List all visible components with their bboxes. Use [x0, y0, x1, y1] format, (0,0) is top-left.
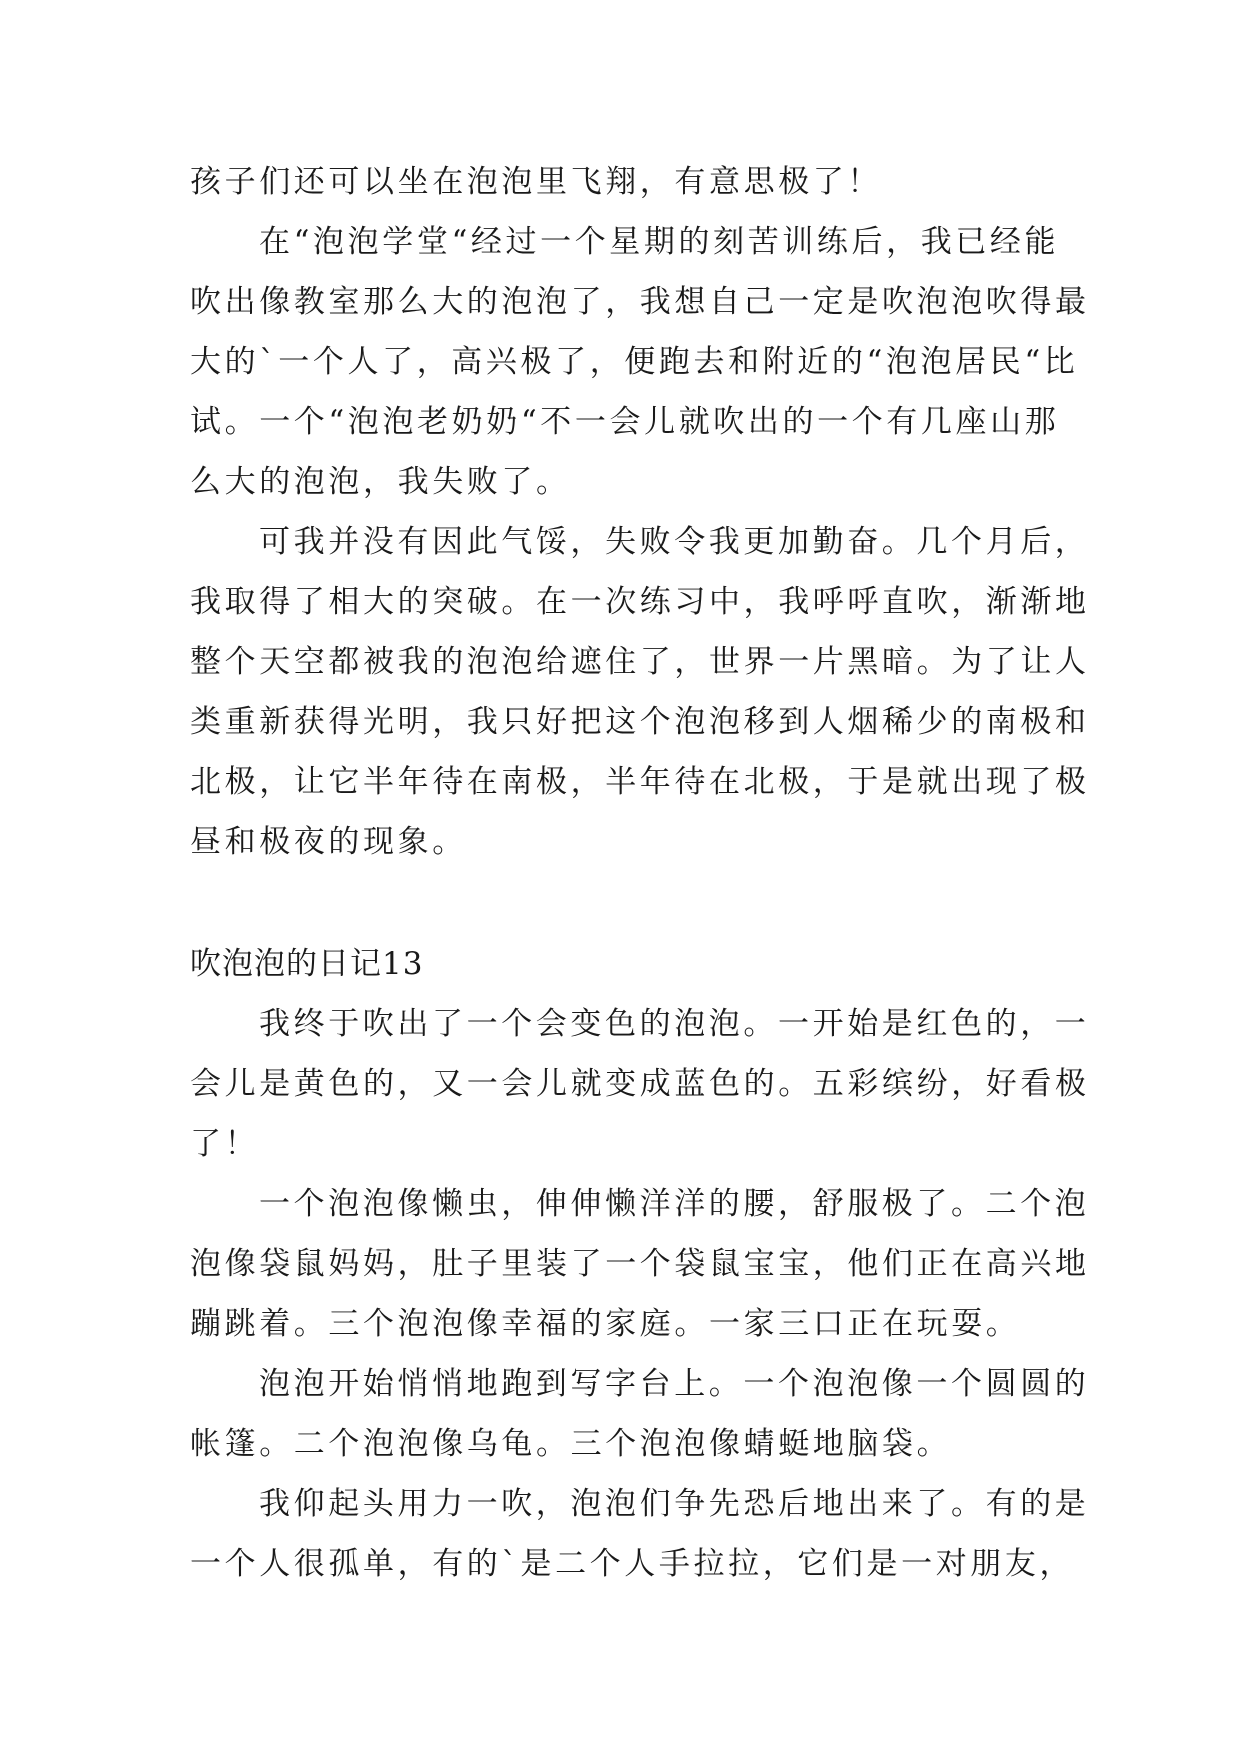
- paragraph: [190, 1354, 1090, 1474]
- text-line: 会儿是黄色的，又一会儿就变成蓝色的。五彩缤纷，好看极: [190, 1066, 1090, 1102]
- text-line: 一个泡泡像懒虫，伸伸懒洋洋的腰，舒服极了。二个泡: [259, 1186, 1090, 1222]
- text-line: 我取得了相大的突破。在一次练习中，我呼呼直吹，渐渐地: [190, 584, 1090, 620]
- text-line: 泡像袋鼠妈妈，肚子里装了一个袋鼠宝宝，他们正在高兴地: [190, 1246, 1090, 1282]
- document-body: [190, 152, 1090, 1594]
- text-line: 昼和极夜的现象。: [190, 824, 467, 860]
- text-line: 北极，让它半年待在南极，半年待在北极，于是就出现了极: [190, 764, 1090, 800]
- paragraph: [190, 994, 1090, 1174]
- section-title: 吹泡泡的日记13: [190, 946, 424, 982]
- paragraph: [190, 212, 1090, 512]
- text-line: 了！: [190, 1126, 260, 1162]
- paragraph: [190, 152, 1060, 212]
- section-spacer: [190, 872, 1060, 934]
- text-line: 蹦跳着。三个泡泡像幸福的家庭。一家三口正在玩耍。: [190, 1306, 1021, 1342]
- text-line: 吹出像教室那么大的泡泡了，我想自己一定是吹泡泡吹得最: [190, 284, 1090, 320]
- text-line: 整个天空都被我的泡泡给遮住了，世界一片黑暗。为了让人: [190, 644, 1090, 680]
- text-line: 我终于吹出了一个会变色的泡泡。一开始是红色的，一: [259, 1006, 1090, 1042]
- text-line: 试。一个“泡泡老奶奶“不一会儿就吹出的一个有几座山那: [190, 404, 1060, 440]
- text-line: 在“泡泡学堂“经过一个星期的刻苦训练后，我已经能: [259, 224, 1060, 260]
- text-line: 大的`一个人了，高兴极了，便跑去和附近的“泡泡居民“比: [190, 344, 1079, 380]
- text-line: 孩子们还可以坐在泡泡里飞翔，有意思极了！: [190, 164, 882, 200]
- text-line: 可我并没有因此气馁，失败令我更加勤奋。几个月后，: [259, 524, 1090, 560]
- text-line: 我仰起头用力一吹，泡泡们争先恐后地出来了。有的是: [259, 1486, 1090, 1522]
- text-line: 类重新获得光明，我只好把这个泡泡移到人烟稀少的南极和: [190, 704, 1090, 740]
- paragraph: [190, 1474, 1090, 1594]
- paragraph: [190, 512, 1090, 872]
- text-line: 帐篷。二个泡泡像乌龟。三个泡泡像蜻蜓地脑袋。: [190, 1426, 952, 1462]
- text-line: 一个人很孤单，有的`是二个人手拉拉，它们是一对朋友，: [190, 1546, 1075, 1582]
- text-line: 泡泡开始悄悄地跑到写字台上。一个泡泡像一个圆圆的: [259, 1366, 1090, 1402]
- text-line: 么大的泡泡，我失败了。: [190, 464, 571, 500]
- paragraph: [190, 1174, 1090, 1354]
